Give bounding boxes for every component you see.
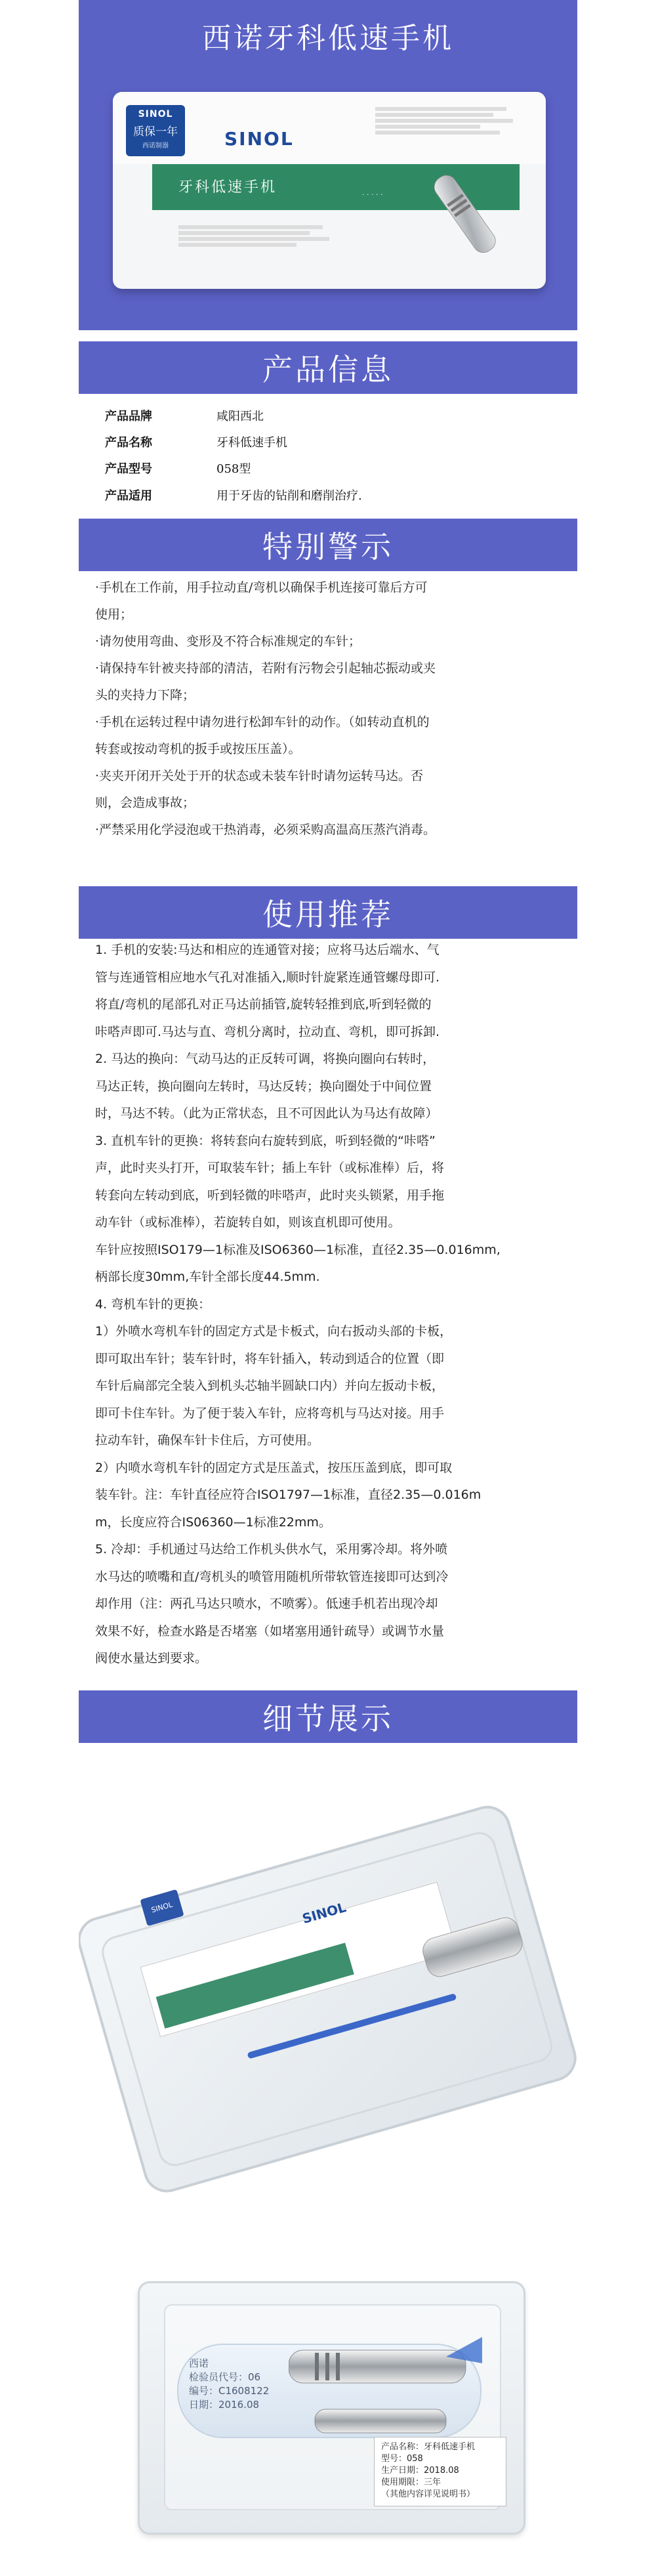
- case-badge: SINOL: [140, 1889, 184, 1926]
- info-value: 用于牙齿的钻削和磨削治疗.: [216, 489, 362, 503]
- hero-banner: [79, 0, 577, 330]
- card-line-name: 产品名称：牙科低速手机: [381, 2442, 476, 2452]
- info-value: 058型: [216, 462, 251, 476]
- card-line-note: （其他内容详见说明书）: [381, 2489, 476, 2499]
- page-title: 西诺牙科低速手机: [202, 22, 454, 55]
- usage-line: 5. 冷却：手机通过马达给工作机头供水气，采用雾冷却。将外喷: [95, 1542, 448, 1556]
- usage-line: 即可取出车针；装车针时，将车针插入，转动到适合的位置（即: [95, 1351, 445, 1366]
- section-header-product-info: 产品信息: [79, 341, 577, 394]
- warning-line: ·请保持车针被夹持部的清洁，若附有污物会引起轴芯振动或夹: [95, 661, 436, 676]
- usage-line: 4. 弯机车针的更换：: [95, 1297, 211, 1312]
- box-dots: · · · · ·: [362, 190, 383, 199]
- case-photo-1: [79, 1753, 577, 2252]
- case-logo: SINOL: [300, 1899, 348, 1927]
- section-header-usage: 使用推荐: [79, 886, 577, 939]
- section-header-warnings: 特别警示: [79, 519, 577, 571]
- tube-label-line1: 检验员代号：06: [189, 2371, 261, 2383]
- usage-line: 拉动车针，确保车针卡住后，方可使用。: [95, 1433, 320, 1448]
- info-key: 产品名称: [105, 436, 152, 450]
- handpiece-image: [421, 151, 520, 269]
- warnings-list: [95, 574, 574, 844]
- tube-label: [189, 2357, 269, 2412]
- usage-line: 管与连通管相应地水气孔对准插入,顺时针旋紧连通管螺母即可.: [95, 970, 440, 985]
- tube-label-line2: 编号：C1608122: [189, 2385, 270, 2397]
- info-key: 产品适用: [105, 489, 152, 503]
- usage-list: [95, 937, 574, 1673]
- info-value: 牙科低速手机: [216, 436, 287, 450]
- usage-line: 1. 手机的安装:马达和相应的连通管对接；应将马达后端水、气: [95, 943, 440, 957]
- badge-brand: SINOL: [138, 109, 173, 119]
- usage-line: 柄部长度30mm,车针全部长度44.5mm.: [95, 1270, 320, 1284]
- usage-line: 车针后扁部完全装入到机头芯轴半圆缺口内）并向左扳动卡板，: [95, 1379, 445, 1393]
- usage-line: 水马达的喷嘴和直/弯机头的喷管用随机所带软管连接即可达到冷: [95, 1569, 449, 1584]
- warning-line: 则，会造成事故；: [95, 796, 195, 810]
- warning-line: ·请勿使用弯曲、变形及不符合标准规定的车针；: [95, 634, 361, 649]
- usage-line: 阀使水量达到要求。: [95, 1651, 208, 1665]
- warning-line: 转套或按动弯机的扳手或按压压盖）。: [95, 742, 301, 756]
- usage-line: 将直/弯机的尾部孔对正马达前插管,旋转轻推到底,听到轻微的: [95, 997, 432, 1012]
- usage-line: 3. 直机车针的更换：将转套向右旋转到底，听到轻微的“咔嗒”: [95, 1133, 436, 1148]
- usage-line: 声，此时夹头打开，可取装车针；插上车针（或标准棒）后，将: [95, 1161, 445, 1175]
- usage-line: 1）外喷水弯机车针的固定方式是卡板式，向右扳动头部的卡板，: [95, 1324, 453, 1339]
- fine-print-bottom: [178, 223, 342, 249]
- info-key: 产品品牌: [105, 410, 152, 423]
- tube-label-line3: 日期：2016.08: [189, 2399, 260, 2411]
- usage-line: 车针应按照ISO179—1标准及ISO6360—1标准，直径2.35—0.016mm,: [95, 1242, 501, 1257]
- quality-badge: [126, 105, 185, 156]
- box-product-label: 牙科低速手机: [178, 179, 277, 196]
- fine-print-top: [375, 105, 526, 137]
- usage-line: 即可卡住车针。为了便于装入车针，应将弯机与马达对接。用手: [95, 1406, 445, 1421]
- warning-line: 使用；: [95, 607, 133, 622]
- warning-line: ·严禁采用化学浸泡或干热消毒，必须采购高温高压蒸汽消毒。: [95, 823, 436, 837]
- product-box-image: [113, 92, 546, 289]
- usage-line: 咔嗒声即可.马达与直、弯机分离时，拉动直、弯机，即可拆卸.: [95, 1024, 440, 1039]
- badge-maker: 西诺制器: [142, 142, 169, 150]
- tube-label-small: 西诺: [189, 2357, 209, 2369]
- card-line-model: 型号：058: [381, 2454, 423, 2464]
- info-value: 咸阳西北: [216, 410, 264, 423]
- usage-line: 时，马达不转。（此为正常状态，且不可因此认为马达有故障）: [95, 1106, 438, 1121]
- usage-line: 动车针（或标准棒），若旋转自如，则该直机即可使用。: [95, 1215, 401, 1230]
- usage-line: 效果不好，检查水路是否堵塞（如堵塞用通针疏导）或调节水量: [95, 1623, 445, 1639]
- usage-line: 2）内喷水弯机车针的固定方式是压盖式，按压压盖到底，即可取: [95, 1460, 453, 1475]
- detail-photo-2: [79, 2265, 577, 2576]
- usage-line: 却作用（注：两孔马达只喷水，不喷雾）。低速手机若出现冷却: [95, 1597, 438, 1611]
- usage-line: 2. 马达的换向：气动马达的正反转可调，将换向圈向右转时，: [95, 1052, 436, 1066]
- product-label-card: [374, 2437, 506, 2506]
- detail-photo-1: [79, 1753, 577, 2252]
- badge-warranty: 质保一年: [133, 125, 178, 139]
- brand-logo: SINOL: [224, 128, 294, 150]
- info-key: 产品型号: [105, 462, 152, 476]
- warning-line: ·夹夹开闭开关处于开的状态或未装车针时请勿运转马达。否: [95, 769, 424, 783]
- section-header-details: 细节展示: [79, 1690, 577, 1743]
- usage-line: 转套向左转动到底，听到轻微的咔嗒声，此时夹头锁紧，用手拖: [95, 1188, 445, 1203]
- usage-line: m，长度应符合IS06360—1标准22mm。: [95, 1514, 331, 1530]
- usage-line: 装车针。注：车针直径应符合ISO1797—1标准，直径2.35—0.016m: [95, 1488, 482, 1502]
- usage-line: 马达正转，换向圈向左转时，马达反转；换向圈处于中间位置: [95, 1079, 432, 1094]
- card-line-expiry: 使用期限：三年: [381, 2478, 441, 2487]
- card-line-date: 生产日期：2018.08: [381, 2466, 459, 2476]
- warning-line: 头的夹持力下降；: [95, 688, 195, 702]
- warning-line: ·手机在工作前，用手拉动直/弯机以确保手机连接可靠后方可: [95, 580, 428, 595]
- warning-line: ·手机在运转过程中请勿进行松卸车针的动作。（如转动直机的: [95, 715, 430, 729]
